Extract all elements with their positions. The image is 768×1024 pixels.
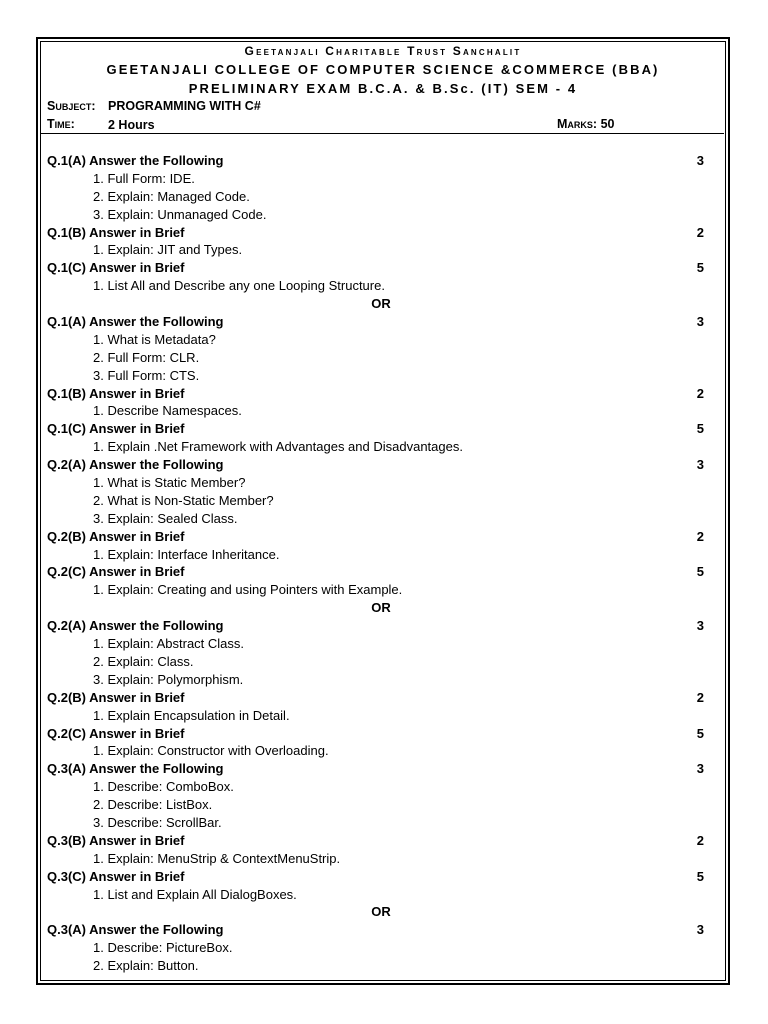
question-item: 3. Explain: Sealed Class. (93, 510, 238, 526)
question-title: Q.2(C) Answer in Brief (47, 725, 185, 741)
question-item: 3. Describe: ScrollBar. (93, 814, 222, 830)
marks-label: Marks: (557, 117, 598, 131)
question-marks: 3 (696, 922, 704, 938)
question-list (47, 152, 715, 975)
question-item: 1. Explain .Net Framework with Advantages and Disadvantages. (93, 439, 463, 455)
question-item: 1. Explain: Abstract Class. (93, 636, 245, 652)
marks-value: 50 (600, 117, 615, 131)
question-heading (47, 259, 715, 277)
question-item: 1. What is Metadata? (93, 331, 216, 347)
question-item: 3. Explain: Polymorphism. (93, 671, 244, 687)
subject-value: PROGRAMMING WITH C# (108, 99, 261, 113)
question-title: Q.1(B) Answer in Brief (47, 224, 185, 240)
header-divider (40, 133, 724, 134)
or-separator: OR (371, 904, 391, 920)
question-heading (47, 725, 715, 743)
question-item: 1. Explain: MenuStrip & ContextMenuStrip. (93, 850, 341, 866)
question-marks: 2 (696, 385, 704, 401)
question-marks: 3 (696, 761, 704, 777)
question-item: 1. Full Form: IDE. (93, 170, 195, 186)
question-heading (47, 868, 715, 886)
question-title: Q.1(A) Answer the Following (47, 314, 224, 330)
question-heading (47, 689, 715, 707)
time-value: 2 Hours (108, 118, 155, 132)
exam-heading: PRELIMINARY EXAM B.C.A. & B.Sc. (IT) SEM - 4 (188, 81, 578, 96)
question-title: Q.2(A) Answer the Following (47, 618, 224, 634)
question-title: Q.3(A) Answer the Following (47, 922, 224, 938)
question-marks: 3 (696, 153, 704, 168)
question-title: Q.1(B) Answer in Brief (47, 385, 185, 401)
question-title: Q.1(C) Answer in Brief (47, 421, 185, 437)
question-title: Q.1(C) Answer in Brief (47, 260, 185, 276)
or-separator: OR (371, 296, 391, 312)
question-heading (47, 456, 715, 474)
question-marks: 5 (696, 564, 704, 580)
question-marks: 2 (696, 528, 704, 544)
question-item: 3. Full Form: CTS. (93, 367, 200, 383)
college-heading: GEETANJALI COLLEGE OF COMPUTER SCIENCE &COMMERCE (BBA) (106, 62, 660, 77)
question-item: 1. Explain: JIT and Types. (93, 242, 243, 258)
question-item: 1. Explain: Interface Inheritance. (93, 546, 280, 562)
question-item: 1. Explain: Constructor with Overloading. (93, 743, 329, 759)
or-separator: OR (371, 600, 391, 616)
question-title: Q.2(A) Answer the Following (47, 457, 224, 473)
question-heading (47, 224, 715, 242)
question-marks: 3 (696, 618, 704, 634)
question-heading (47, 528, 715, 546)
question-title: Q.3(C) Answer in Brief (47, 868, 185, 884)
question-title: Q.1(A) Answer the Following (47, 153, 224, 168)
question-marks: 2 (696, 224, 704, 240)
question-heading (47, 921, 715, 939)
question-item: 2. Explain: Button. (93, 958, 199, 974)
question-item: 2. Explain: Managed Code. (93, 188, 250, 204)
question-item: 2. Full Form: CLR. (93, 349, 200, 365)
trust-heading: Geetanjali Charitable Trust Sanchalit (244, 44, 522, 58)
question-heading (47, 385, 715, 403)
question-title: Q.3(A) Answer the Following (47, 761, 224, 777)
question-marks: 2 (696, 689, 704, 705)
question-title: Q.2(C) Answer in Brief (47, 564, 185, 580)
question-marks: 3 (696, 314, 704, 330)
question-marks: 5 (696, 421, 704, 437)
question-heading (47, 563, 715, 581)
question-marks: 5 (696, 868, 704, 884)
question-heading (47, 152, 715, 170)
question-item: 1. What is Static Member? (93, 475, 246, 491)
question-item: 1. Explain Encapsulation in Detail. (93, 707, 290, 723)
question-item: 1. List All and Describe any one Looping Structure. (93, 278, 385, 294)
question-item: 1. Explain: Creating and using Pointers with Example. (93, 582, 403, 598)
marks-meta (557, 117, 614, 131)
question-item: 1. Describe: PictureBox. (93, 940, 233, 956)
question-item: 3. Explain: Unmanaged Code. (93, 206, 267, 222)
question-title: Q.2(B) Answer in Brief (47, 689, 185, 705)
question-item: 2. Explain: Class. (93, 653, 194, 669)
question-marks: 3 (696, 457, 704, 473)
question-title: Q.2(B) Answer in Brief (47, 528, 185, 544)
question-heading (47, 760, 715, 778)
question-item: 1. List and Explain All DialogBoxes. (93, 886, 297, 902)
question-heading (47, 420, 715, 438)
question-heading (47, 832, 715, 850)
question-item: 1. Describe Namespaces. (93, 403, 242, 419)
time-label: Time: (47, 117, 75, 131)
question-marks: 5 (696, 725, 704, 741)
question-title: Q.3(B) Answer in Brief (47, 832, 185, 848)
question-item: 1. Describe: ComboBox. (93, 779, 234, 795)
question-heading (47, 617, 715, 635)
question-marks: 2 (696, 832, 704, 848)
question-item: 2. What is Non-Static Member? (93, 492, 274, 508)
question-item: 2. Describe: ListBox. (93, 797, 213, 813)
question-marks: 5 (696, 260, 704, 276)
subject-label: Subject: (47, 99, 96, 113)
question-heading (47, 313, 715, 331)
